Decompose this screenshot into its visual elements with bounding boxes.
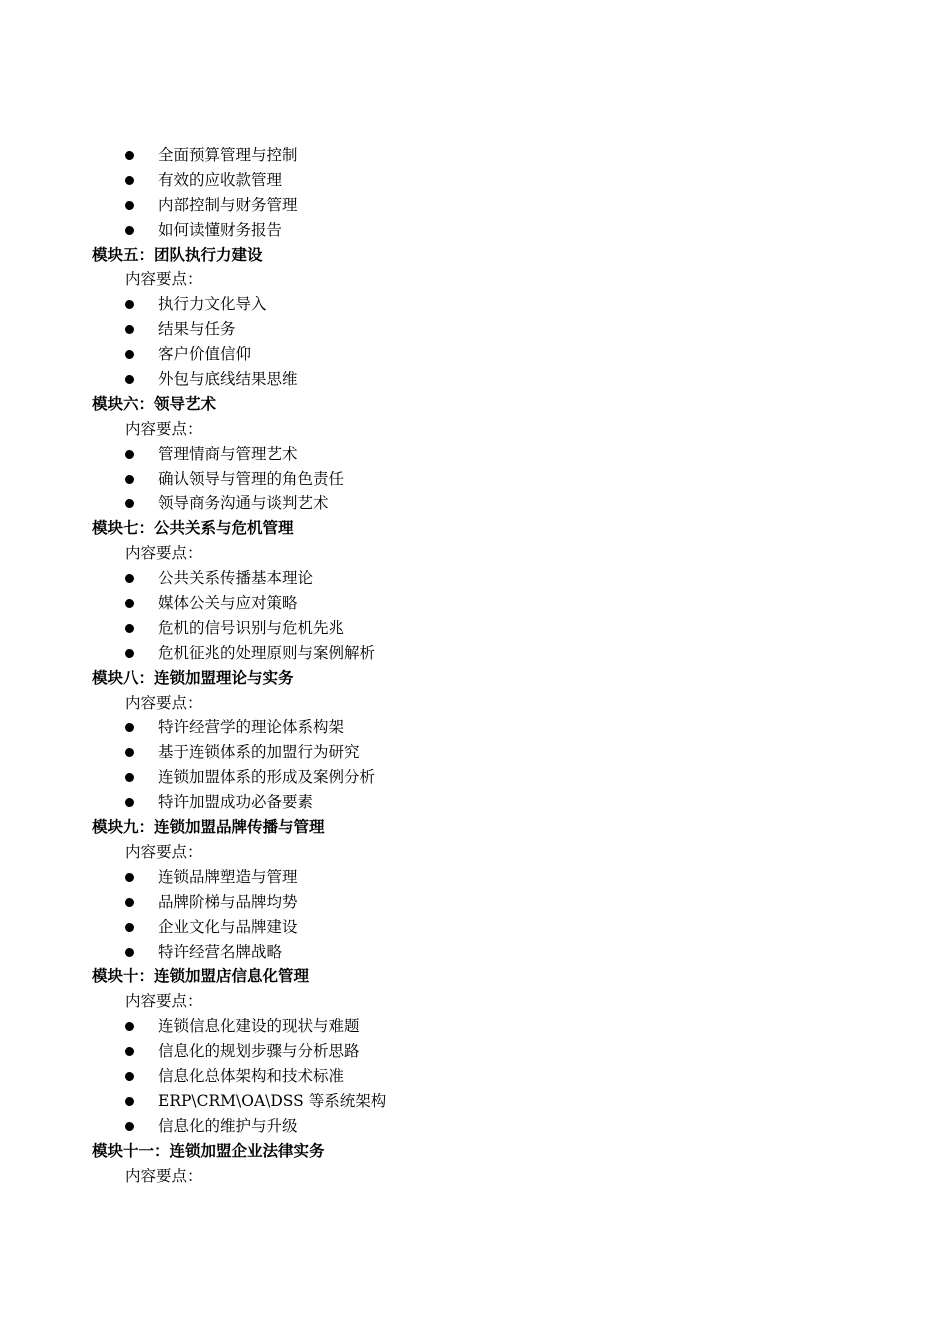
bullet-icon: [125, 325, 134, 334]
module-heading: 模块六：领导艺术: [92, 393, 217, 413]
bullet-icon: [125, 624, 134, 633]
list-item: [0, 143, 950, 168]
list-item: [0, 467, 950, 492]
list-item: [0, 1039, 950, 1064]
list-item: [0, 342, 950, 367]
list-item-text: 信息化的维护与升级: [158, 1116, 298, 1135]
bullet-icon: [125, 923, 134, 932]
list-item-text: 品牌阶梯与品牌均势: [158, 892, 298, 911]
bullet-icon: [125, 201, 134, 210]
module-heading: 模块十一：连锁加盟企业法律实务: [92, 1140, 325, 1160]
bullet-icon: [125, 649, 134, 658]
list-item: [0, 740, 950, 765]
list-item-text: 信息化总体架构和技术标准: [158, 1066, 345, 1085]
list-item: [0, 915, 950, 940]
list-item-text: 特许加盟成功必备要素: [158, 793, 314, 812]
bullet-icon: [125, 1072, 134, 1081]
bullet-icon: [125, 1122, 134, 1131]
list-item: [0, 168, 950, 193]
list-item: [0, 218, 950, 243]
list-item-text: 信息化的规划步骤与分析思路: [158, 1042, 360, 1061]
bullet-icon: [125, 1022, 134, 1031]
list-item: [0, 292, 950, 317]
list-item: [0, 566, 950, 591]
list-item: [0, 641, 950, 666]
document-body: [0, 143, 950, 1188]
list-item-text: 媒体公关与应对策略: [158, 594, 298, 613]
bullet-icon: [125, 226, 134, 235]
list-item-text: 连锁加盟体系的形成及案例分析: [158, 768, 376, 787]
list-item: [0, 193, 950, 218]
list-item: [0, 591, 950, 616]
bullet-icon: [125, 450, 134, 459]
bullet-icon: [125, 350, 134, 359]
list-item: [0, 1014, 950, 1039]
list-item: [0, 367, 950, 392]
bullet-icon: [125, 300, 134, 309]
list-item-text: 如何读懂财务报告: [158, 220, 283, 239]
list-item-text: 有效的应收款管理: [158, 170, 283, 189]
list-item-text: 外包与底线结果思维: [158, 370, 298, 389]
bullet-icon: [125, 748, 134, 757]
list-item-text: 全面预算管理与控制: [158, 146, 298, 164]
bullet-icon: [125, 798, 134, 807]
bullet-icon: [125, 898, 134, 907]
list-item-text: 确认领导与管理的角色责任: [158, 469, 345, 488]
bullet-icon: [125, 873, 134, 882]
list-item-text: 执行力文化导入: [158, 295, 267, 314]
list-item-text: 客户价值信仰: [158, 345, 252, 364]
list-item: [0, 317, 950, 342]
bullet-icon: [125, 723, 134, 732]
bullet-icon: [125, 475, 134, 484]
content-points-label: 内容要点：: [125, 544, 203, 563]
content-points-label: 内容要点：: [125, 1166, 203, 1185]
list-item-text: 特许经营名牌战略: [158, 942, 283, 961]
bullet-icon: [125, 151, 134, 160]
list-item: [0, 790, 950, 815]
bullet-icon: [125, 948, 134, 957]
bullet-icon: [125, 499, 134, 508]
list-item: [0, 715, 950, 740]
bullet-icon: [125, 1047, 134, 1056]
content-points-label: 内容要点：: [125, 270, 203, 289]
list-item: [0, 1114, 950, 1139]
list-item-text: 基于连锁体系的加盟行为研究: [158, 743, 360, 762]
list-item: [0, 616, 950, 641]
list-item-text: 连锁信息化建设的现状与难题: [158, 1017, 360, 1036]
bullet-icon: [125, 375, 134, 384]
bullet-icon: [125, 599, 134, 608]
list-item-text: 领导商务沟通与谈判艺术: [158, 494, 329, 513]
list-item: [0, 865, 950, 890]
list-item-text: 连锁品牌塑造与管理: [158, 867, 298, 886]
list-item-text: 危机征兆的处理原则与案例解析: [158, 643, 376, 662]
bullet-icon: [125, 1097, 134, 1106]
list-item-text: 管理情商与管理艺术: [158, 444, 298, 463]
content-points-label: 内容要点：: [125, 693, 203, 712]
list-item-text: 特许经营学的理论体系构架: [158, 718, 345, 737]
list-item: [0, 890, 950, 915]
content-points-label: 内容要点：: [125, 992, 203, 1011]
module-heading: 模块十：连锁加盟店信息化管理: [92, 966, 310, 986]
module-heading: 模块五：团队执行力建设: [92, 244, 263, 264]
list-item-text: 企业文化与品牌建设: [158, 917, 298, 936]
module-heading: 模块八：连锁加盟理论与实务: [92, 667, 294, 687]
list-item: [0, 1089, 950, 1114]
list-item-text: 公共关系传播基本理论: [158, 569, 314, 588]
bullet-icon: [125, 176, 134, 185]
list-item: [0, 765, 950, 790]
list-item: [0, 1064, 950, 1089]
list-item: [0, 940, 950, 965]
content-points-label: 内容要点：: [125, 419, 203, 438]
module-heading: 模块七：公共关系与危机管理: [92, 518, 294, 538]
module-heading: 模块九：连锁加盟品牌传播与管理: [92, 817, 325, 837]
list-item-text: 结果与任务: [158, 320, 236, 339]
bullet-icon: [125, 574, 134, 583]
list-item: [0, 491, 950, 516]
bullet-icon: [125, 773, 134, 782]
list-item-text: ERP\CRM\OA\DSS 等系统架构: [158, 1091, 387, 1110]
list-item-text: 危机的信号识别与危机先兆: [158, 618, 345, 637]
list-item: [0, 442, 950, 467]
list-item-text: 内部控制与财务管理: [158, 195, 298, 214]
content-points-label: 内容要点：: [125, 842, 203, 861]
